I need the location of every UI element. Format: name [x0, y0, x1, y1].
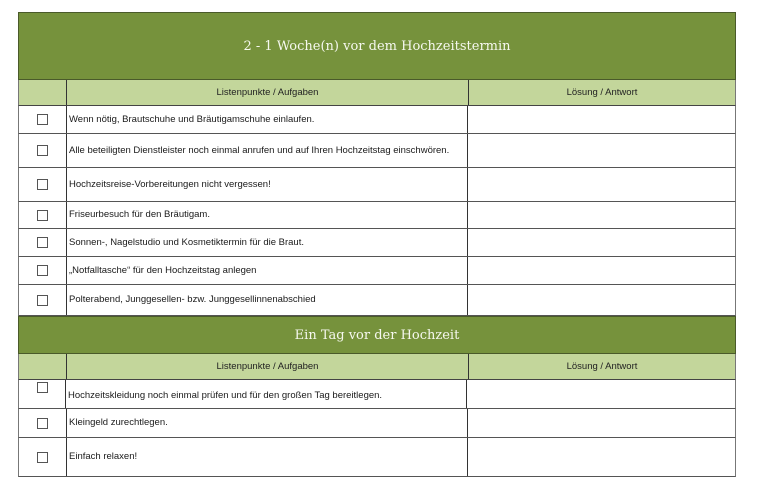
- solution-cell[interactable]: [468, 106, 735, 133]
- tasks-column-header: Listenpunkte / Aufgaben: [67, 80, 469, 105]
- table-row: [18, 438, 736, 477]
- section-title-2-1-weeks: 2 - 1 Woche(n) vor dem Hochzeitstermin: [18, 12, 736, 80]
- checkbox[interactable]: [37, 295, 48, 306]
- table-row: [18, 285, 736, 316]
- task-text: Sonnen-, Nagelstudio und Kosmetiktermin für die Braut.: [67, 229, 468, 256]
- checkbox[interactable]: [37, 179, 48, 190]
- checkbox[interactable]: [37, 114, 48, 125]
- checkbox[interactable]: [37, 210, 48, 221]
- checkbox[interactable]: [37, 237, 48, 248]
- solution-column-header: Lösung / Antwort: [566, 87, 638, 98]
- task-text: „Notfalltasche“ für den Hochzeitstag anlegen: [67, 257, 468, 284]
- table-row: [18, 229, 736, 257]
- column-header-row: [18, 354, 736, 380]
- task-text: Einfach relaxen!: [67, 438, 468, 476]
- column-header-row: [18, 80, 736, 106]
- checkbox-column-header: [19, 354, 67, 379]
- table-row: [18, 380, 736, 409]
- table-row: [18, 106, 736, 134]
- table-row: [18, 134, 736, 168]
- solution-cell[interactable]: [468, 438, 735, 476]
- task-text: Hochzeitskleidung noch einmal prüfen und für den großen Tag bereitlegen.: [66, 380, 467, 408]
- solution-cell[interactable]: [468, 202, 735, 228]
- solution-cell[interactable]: [468, 229, 735, 256]
- solution-cell[interactable]: [467, 380, 735, 408]
- task-text: Kleingeld zurechtlegen.: [67, 409, 468, 437]
- table-row: [18, 202, 736, 229]
- checkbox[interactable]: [37, 418, 48, 429]
- task-text: Friseurbesuch für den Bräutigam.: [67, 202, 468, 228]
- solution-cell[interactable]: [468, 285, 735, 315]
- task-text: Alle beteiligten Dienstleister noch einmal anrufen und auf Ihren Hochzeitstag einschwören.: [67, 134, 468, 167]
- section-title-one-day-before: Ein Tag vor der Hochzeit: [18, 316, 736, 354]
- checkbox[interactable]: [37, 452, 48, 463]
- solution-cell[interactable]: [468, 168, 735, 201]
- table-row: [18, 168, 736, 202]
- checkbox[interactable]: [37, 265, 48, 276]
- solution-cell[interactable]: [468, 257, 735, 284]
- task-text: Polterabend, Junggesellen- bzw. Junggesellinnenabschied: [67, 285, 468, 315]
- task-text: Hochzeitsreise-Vorbereitungen nicht vergessen!: [67, 168, 468, 201]
- tasks-column-header: Listenpunkte / Aufgaben: [67, 354, 469, 379]
- solution-column-header: Lösung / Antwort: [566, 361, 638, 372]
- solution-cell[interactable]: [468, 409, 735, 437]
- solution-cell[interactable]: [468, 134, 735, 167]
- task-text: Wenn nötig, Brautschuhe und Bräutigamschuhe einlaufen.: [67, 106, 468, 133]
- checklist-sheet: [18, 12, 736, 477]
- checkbox[interactable]: [37, 145, 48, 156]
- checkbox[interactable]: [37, 382, 48, 393]
- checkbox-column-header: [19, 80, 67, 105]
- table-row: [18, 257, 736, 285]
- table-row: [18, 409, 736, 438]
